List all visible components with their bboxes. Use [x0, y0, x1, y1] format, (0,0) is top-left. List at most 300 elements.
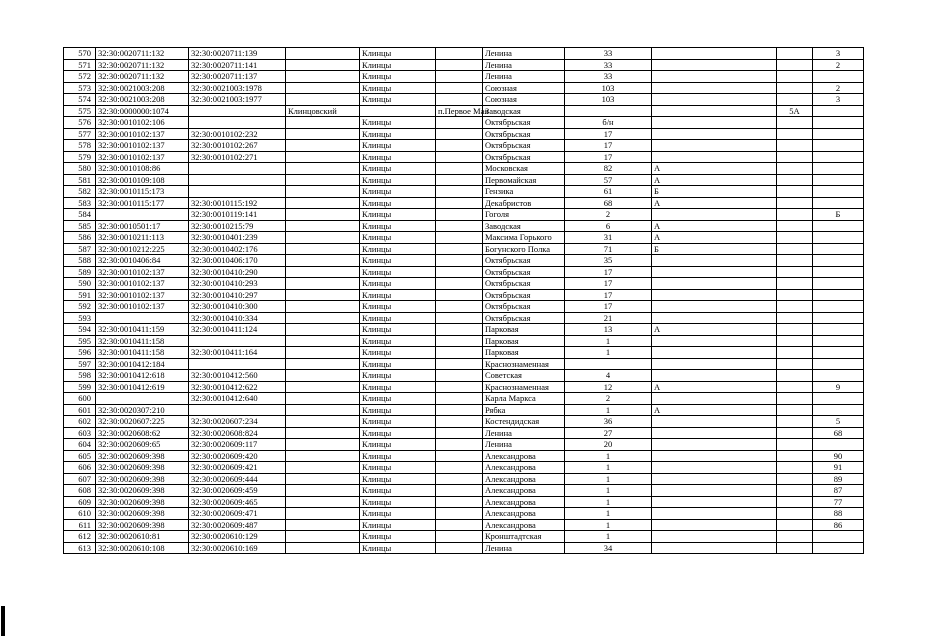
- apartment-cell: [813, 140, 864, 152]
- object-cadastral-number: 32:30:0010102:271: [189, 151, 286, 163]
- cadastral-number: 32:30:0020711:132: [96, 48, 189, 60]
- house-letter-cell: [652, 128, 777, 140]
- house-letter-cell: [652, 393, 777, 405]
- building-cell: [777, 220, 813, 232]
- house-number-cell: 17: [565, 140, 652, 152]
- house-number-cell: 35: [565, 255, 652, 267]
- house-number-cell: 17: [565, 128, 652, 140]
- row-number: 582: [64, 186, 96, 198]
- street-cell: Советская: [483, 370, 565, 382]
- city-cell: Клинцы: [360, 485, 436, 497]
- district-cell: [286, 485, 360, 497]
- city-cell: Клинцы: [360, 301, 436, 313]
- street-cell: Октябрьская: [483, 117, 565, 129]
- city-cell: Клинцы: [360, 220, 436, 232]
- cadastral-number: 32:30:0020610:108: [96, 542, 189, 554]
- street-cell: Александрова: [483, 508, 565, 520]
- district-cell: [286, 186, 360, 198]
- building-cell: [777, 427, 813, 439]
- house-number-cell: 21: [565, 312, 652, 324]
- object-cadastral-number: 32:30:0010411:124: [189, 324, 286, 336]
- row-number: 605: [64, 450, 96, 462]
- building-cell: [777, 243, 813, 255]
- house-letter-cell: [652, 48, 777, 60]
- city-cell: Клинцы: [360, 312, 436, 324]
- row-number: 601: [64, 404, 96, 416]
- table-row: [64, 370, 939, 382]
- cadastral-number: 32:30:0010411:159: [96, 324, 189, 336]
- settlement-cell: [436, 358, 483, 370]
- settlement-cell: [436, 496, 483, 508]
- building-cell: [777, 416, 813, 428]
- object-cadastral-number: [189, 163, 286, 175]
- district-cell: [286, 209, 360, 221]
- city-cell: Клинцы: [360, 140, 436, 152]
- house-number-cell: 2: [565, 393, 652, 405]
- street-cell: Октябрьская: [483, 266, 565, 278]
- district-cell: [286, 140, 360, 152]
- district-cell: [286, 393, 360, 405]
- table-row: [64, 266, 939, 278]
- district-cell: [286, 266, 360, 278]
- table-row: [64, 94, 939, 106]
- district-cell: [286, 71, 360, 83]
- table-row: [64, 209, 939, 221]
- street-cell: Ленина: [483, 427, 565, 439]
- object-cadastral-number: [189, 404, 286, 416]
- building-cell: [777, 324, 813, 336]
- apartment-cell: [813, 255, 864, 267]
- house-number-cell: 17: [565, 301, 652, 313]
- city-cell: Клинцы: [360, 243, 436, 255]
- street-cell: Максима Горького: [483, 232, 565, 244]
- table-row: [64, 542, 939, 554]
- district-cell: [286, 117, 360, 129]
- table-row: [64, 232, 939, 244]
- city-cell: Клинцы: [360, 197, 436, 209]
- building-cell: [777, 255, 813, 267]
- house-letter-cell: А: [652, 381, 777, 393]
- city-cell: Клинцы: [360, 266, 436, 278]
- object-cadastral-number: [189, 105, 286, 117]
- table-row: [64, 358, 939, 370]
- district-cell: [286, 59, 360, 71]
- apartment-cell: Б: [813, 209, 864, 221]
- city-cell: Клинцы: [360, 404, 436, 416]
- house-number-cell: 1: [565, 335, 652, 347]
- building-cell: [777, 163, 813, 175]
- row-number: 592: [64, 301, 96, 313]
- district-cell: [286, 324, 360, 336]
- object-cadastral-number: 32:30:0020608:824: [189, 427, 286, 439]
- cadastral-number: 32:30:0010102:137: [96, 151, 189, 163]
- district-cell: [286, 289, 360, 301]
- cadastral-number: 32:30:0020307:210: [96, 404, 189, 416]
- settlement-cell: [436, 347, 483, 359]
- district-cell: [286, 278, 360, 290]
- house-letter-cell: [652, 289, 777, 301]
- object-cadastral-number: 32:30:0020711:137: [189, 71, 286, 83]
- table-row: [64, 324, 939, 336]
- street-cell: Октябрьская: [483, 312, 565, 324]
- object-cadastral-number: 32:30:0010410:334: [189, 312, 286, 324]
- cadastral-number: 32:30:0020609:398: [96, 462, 189, 474]
- house-number-cell: 57: [565, 174, 652, 186]
- apartment-cell: 91: [813, 462, 864, 474]
- row-number: 598: [64, 370, 96, 382]
- table-row: [64, 128, 939, 140]
- settlement-cell: [436, 324, 483, 336]
- house-number-cell: 31: [565, 232, 652, 244]
- city-cell: Клинцы: [360, 450, 436, 462]
- apartment-cell: [813, 71, 864, 83]
- settlement-cell: [436, 197, 483, 209]
- cadastral-number: 32:30:0010109:108: [96, 174, 189, 186]
- apartment-cell: 5: [813, 416, 864, 428]
- settlement-cell: [436, 94, 483, 106]
- apartment-cell: [813, 117, 864, 129]
- row-number: 587: [64, 243, 96, 255]
- apartment-cell: 2: [813, 59, 864, 71]
- street-cell: Октябрьская: [483, 255, 565, 267]
- apartment-cell: [813, 197, 864, 209]
- house-number-cell: 33: [565, 48, 652, 60]
- city-cell: Клинцы: [360, 531, 436, 543]
- house-letter-cell: [652, 82, 777, 94]
- row-number: 577: [64, 128, 96, 140]
- building-cell: [777, 128, 813, 140]
- row-number: 576: [64, 117, 96, 129]
- table-row: [64, 462, 939, 474]
- apartment-cell: [813, 404, 864, 416]
- row-number: 594: [64, 324, 96, 336]
- city-cell: Клинцы: [360, 358, 436, 370]
- house-letter-cell: [652, 347, 777, 359]
- row-number: 593: [64, 312, 96, 324]
- city-cell: Клинцы: [360, 462, 436, 474]
- street-cell: Александрова: [483, 496, 565, 508]
- table-row: [64, 381, 939, 393]
- building-cell: [777, 117, 813, 129]
- table-row: [64, 531, 939, 543]
- apartment-cell: [813, 163, 864, 175]
- cadastral-number: 32:30:0010212:225: [96, 243, 189, 255]
- cadastral-number: 32:30:0020608:62: [96, 427, 189, 439]
- house-number-cell: 4: [565, 370, 652, 382]
- apartment-cell: [813, 301, 864, 313]
- table-row: [64, 347, 939, 359]
- city-cell: Клинцы: [360, 255, 436, 267]
- city-cell: Клинцы: [360, 335, 436, 347]
- apartment-cell: [813, 186, 864, 198]
- object-cadastral-number: 32:30:0020711:141: [189, 59, 286, 71]
- row-number: 596: [64, 347, 96, 359]
- district-cell: [286, 312, 360, 324]
- house-number-cell: [565, 105, 652, 117]
- building-cell: [777, 542, 813, 554]
- object-cadastral-number: 32:30:0010410:297: [189, 289, 286, 301]
- house-letter-cell: [652, 335, 777, 347]
- house-number-cell: 82: [565, 163, 652, 175]
- building-cell: [777, 450, 813, 462]
- district-cell: [286, 508, 360, 520]
- table-row: [64, 301, 939, 313]
- cadastral-number: 32:30:0020609:65: [96, 439, 189, 451]
- house-letter-cell: [652, 358, 777, 370]
- street-cell: Октябрьская: [483, 289, 565, 301]
- table-row: [64, 312, 939, 324]
- district-cell: [286, 94, 360, 106]
- apartment-cell: 2: [813, 82, 864, 94]
- district-cell: [286, 358, 360, 370]
- city-cell: Клинцы: [360, 393, 436, 405]
- settlement-cell: [436, 519, 483, 531]
- house-number-cell: 2: [565, 209, 652, 221]
- apartment-cell: [813, 531, 864, 543]
- settlement-cell: [436, 48, 483, 60]
- building-cell: [777, 473, 813, 485]
- house-number-cell: 33: [565, 59, 652, 71]
- district-cell: [286, 335, 360, 347]
- house-number-cell: 12: [565, 381, 652, 393]
- house-number-cell: 27: [565, 427, 652, 439]
- settlement-cell: [436, 151, 483, 163]
- street-cell: Первомайская: [483, 174, 565, 186]
- object-cadastral-number: [189, 117, 286, 129]
- building-cell: [777, 370, 813, 382]
- row-number: 607: [64, 473, 96, 485]
- building-cell: [777, 335, 813, 347]
- building-cell: [777, 462, 813, 474]
- object-cadastral-number: 32:30:0020609:420: [189, 450, 286, 462]
- building-cell: [777, 266, 813, 278]
- apartment-cell: [813, 232, 864, 244]
- cadastral-number: 32:30:0020607:225: [96, 416, 189, 428]
- building-cell: [777, 289, 813, 301]
- street-cell: Заводская: [483, 220, 565, 232]
- apartment-cell: [813, 324, 864, 336]
- house-number-cell: 1: [565, 531, 652, 543]
- settlement-cell: [436, 381, 483, 393]
- apartment-cell: 87: [813, 485, 864, 497]
- city-cell: Клинцы: [360, 439, 436, 451]
- object-cadastral-number: 32:30:0021003:1977: [189, 94, 286, 106]
- building-cell: [777, 209, 813, 221]
- street-cell: Костендидская: [483, 416, 565, 428]
- house-number-cell: 1: [565, 485, 652, 497]
- apartment-cell: [813, 243, 864, 255]
- district-cell: [286, 197, 360, 209]
- property-register-table: [63, 47, 939, 554]
- row-number: 590: [64, 278, 96, 290]
- city-cell: Клинцы: [360, 289, 436, 301]
- table-row: [64, 151, 939, 163]
- table-row: [64, 197, 939, 209]
- settlement-cell: [436, 450, 483, 462]
- object-cadastral-number: 32:30:0010102:267: [189, 140, 286, 152]
- cadastral-number: 32:30:0010108:86: [96, 163, 189, 175]
- district-cell: [286, 473, 360, 485]
- table-row: [64, 220, 939, 232]
- row-number: 583: [64, 197, 96, 209]
- row-number: 585: [64, 220, 96, 232]
- object-cadastral-number: 32:30:0020610:169: [189, 542, 286, 554]
- object-cadastral-number: 32:30:0020609:487: [189, 519, 286, 531]
- object-cadastral-number: [189, 174, 286, 186]
- row-number: 575: [64, 105, 96, 117]
- building-cell: [777, 59, 813, 71]
- district-cell: [286, 404, 360, 416]
- table-row: [64, 255, 939, 267]
- city-cell: Клинцы: [360, 209, 436, 221]
- object-cadastral-number: 32:30:0020609:421: [189, 462, 286, 474]
- row-number: 589: [64, 266, 96, 278]
- street-cell: Парковая: [483, 335, 565, 347]
- row-number: 603: [64, 427, 96, 439]
- city-cell: Клинцы: [360, 71, 436, 83]
- settlement-cell: [436, 59, 483, 71]
- settlement-cell: [436, 266, 483, 278]
- district-cell: [286, 243, 360, 255]
- object-cadastral-number: 32:30:0010119:141: [189, 209, 286, 221]
- house-number-cell: 1: [565, 462, 652, 474]
- apartment-cell: [813, 335, 864, 347]
- city-cell: Клинцы: [360, 324, 436, 336]
- row-number: 611: [64, 519, 96, 531]
- object-cadastral-number: 32:30:0010411:164: [189, 347, 286, 359]
- row-number: 608: [64, 485, 96, 497]
- settlement-cell: [436, 393, 483, 405]
- house-number-cell: 17: [565, 151, 652, 163]
- object-cadastral-number: 32:30:0021003:1978: [189, 82, 286, 94]
- district-cell: [286, 496, 360, 508]
- apartment-cell: [813, 174, 864, 186]
- row-number: 600: [64, 393, 96, 405]
- cadastral-number: [96, 393, 189, 405]
- object-cadastral-number: 32:30:0010412:640: [189, 393, 286, 405]
- house-number-cell: 13: [565, 324, 652, 336]
- object-cadastral-number: 32:30:0010410:290: [189, 266, 286, 278]
- object-cadastral-number: 32:30:0020607:234: [189, 416, 286, 428]
- city-cell: Клинцы: [360, 128, 436, 140]
- row-number: 613: [64, 542, 96, 554]
- city-cell: Клинцы: [360, 508, 436, 520]
- settlement-cell: [436, 542, 483, 554]
- building-cell: [777, 312, 813, 324]
- city-cell: Клинцы: [360, 416, 436, 428]
- district-cell: [286, 151, 360, 163]
- building-cell: [777, 186, 813, 198]
- district-cell: [286, 82, 360, 94]
- house-letter-cell: [652, 209, 777, 221]
- house-letter-cell: [652, 151, 777, 163]
- object-cadastral-number: 32:30:0010412:560: [189, 370, 286, 382]
- house-number-cell: 17: [565, 289, 652, 301]
- settlement-cell: [436, 531, 483, 543]
- apartment-cell: 90: [813, 450, 864, 462]
- apartment-cell: [813, 128, 864, 140]
- house-number-cell: 36: [565, 416, 652, 428]
- settlement-cell: [436, 128, 483, 140]
- city-cell: Клинцы: [360, 163, 436, 175]
- district-cell: [286, 301, 360, 313]
- city-cell: Клинцы: [360, 519, 436, 531]
- house-letter-cell: А: [652, 232, 777, 244]
- table-row: [64, 71, 939, 83]
- street-cell: Заводская: [483, 105, 565, 117]
- house-letter-cell: [652, 140, 777, 152]
- object-cadastral-number: 32:30:0010410:293: [189, 278, 286, 290]
- table-row: [64, 496, 939, 508]
- object-cadastral-number: 32:30:0010401:239: [189, 232, 286, 244]
- street-cell: Октябрьская: [483, 278, 565, 290]
- house-letter-cell: [652, 105, 777, 117]
- object-cadastral-number: 32:30:0010410:300: [189, 301, 286, 313]
- building-cell: [777, 485, 813, 497]
- apartment-cell: [813, 358, 864, 370]
- cadastral-number: 32:30:0020610:81: [96, 531, 189, 543]
- house-number-cell: 68: [565, 197, 652, 209]
- settlement-cell: [436, 243, 483, 255]
- object-cadastral-number: 32:30:0020609:444: [189, 473, 286, 485]
- house-letter-cell: А: [652, 324, 777, 336]
- cadastral-number: 32:30:0020609:398: [96, 473, 189, 485]
- district-cell: [286, 255, 360, 267]
- building-cell: [777, 174, 813, 186]
- cadastral-number: 32:30:0020609:398: [96, 519, 189, 531]
- house-number-cell: 103: [565, 94, 652, 106]
- table-row: [64, 404, 939, 416]
- street-cell: Декабристов: [483, 197, 565, 209]
- house-number-cell: 17: [565, 266, 652, 278]
- building-cell: [777, 404, 813, 416]
- street-cell: Рябка: [483, 404, 565, 416]
- street-cell: Александрова: [483, 473, 565, 485]
- cadastral-number: 32:30:0021003:208: [96, 94, 189, 106]
- row-number: 597: [64, 358, 96, 370]
- settlement-cell: [436, 186, 483, 198]
- cadastral-number: 32:30:0020609:398: [96, 450, 189, 462]
- district-cell: [286, 427, 360, 439]
- settlement-cell: [436, 508, 483, 520]
- object-cadastral-number: 32:30:0020609:471: [189, 508, 286, 520]
- table-row: [64, 393, 939, 405]
- district-cell: [286, 174, 360, 186]
- street-cell: Московская: [483, 163, 565, 175]
- house-number-cell: 61: [565, 186, 652, 198]
- settlement-cell: [436, 220, 483, 232]
- row-number: 604: [64, 439, 96, 451]
- apartment-cell: [813, 105, 864, 117]
- apartment-cell: [813, 278, 864, 290]
- house-number-cell: 1: [565, 347, 652, 359]
- district-cell: [286, 519, 360, 531]
- house-letter-cell: [652, 450, 777, 462]
- object-cadastral-number: 32:30:0010406:170: [189, 255, 286, 267]
- district-cell: [286, 163, 360, 175]
- row-number: 599: [64, 381, 96, 393]
- house-letter-cell: Б: [652, 243, 777, 255]
- city-cell: Клинцы: [360, 278, 436, 290]
- cadastral-number: 32:30:0010102:106: [96, 117, 189, 129]
- cadastral-number: 32:30:0020711:132: [96, 59, 189, 71]
- house-letter-cell: А: [652, 174, 777, 186]
- cadastral-number: 32:30:0010102:137: [96, 289, 189, 301]
- district-cell: [286, 462, 360, 474]
- settlement-cell: [436, 163, 483, 175]
- settlement-cell: [436, 82, 483, 94]
- building-cell: [777, 358, 813, 370]
